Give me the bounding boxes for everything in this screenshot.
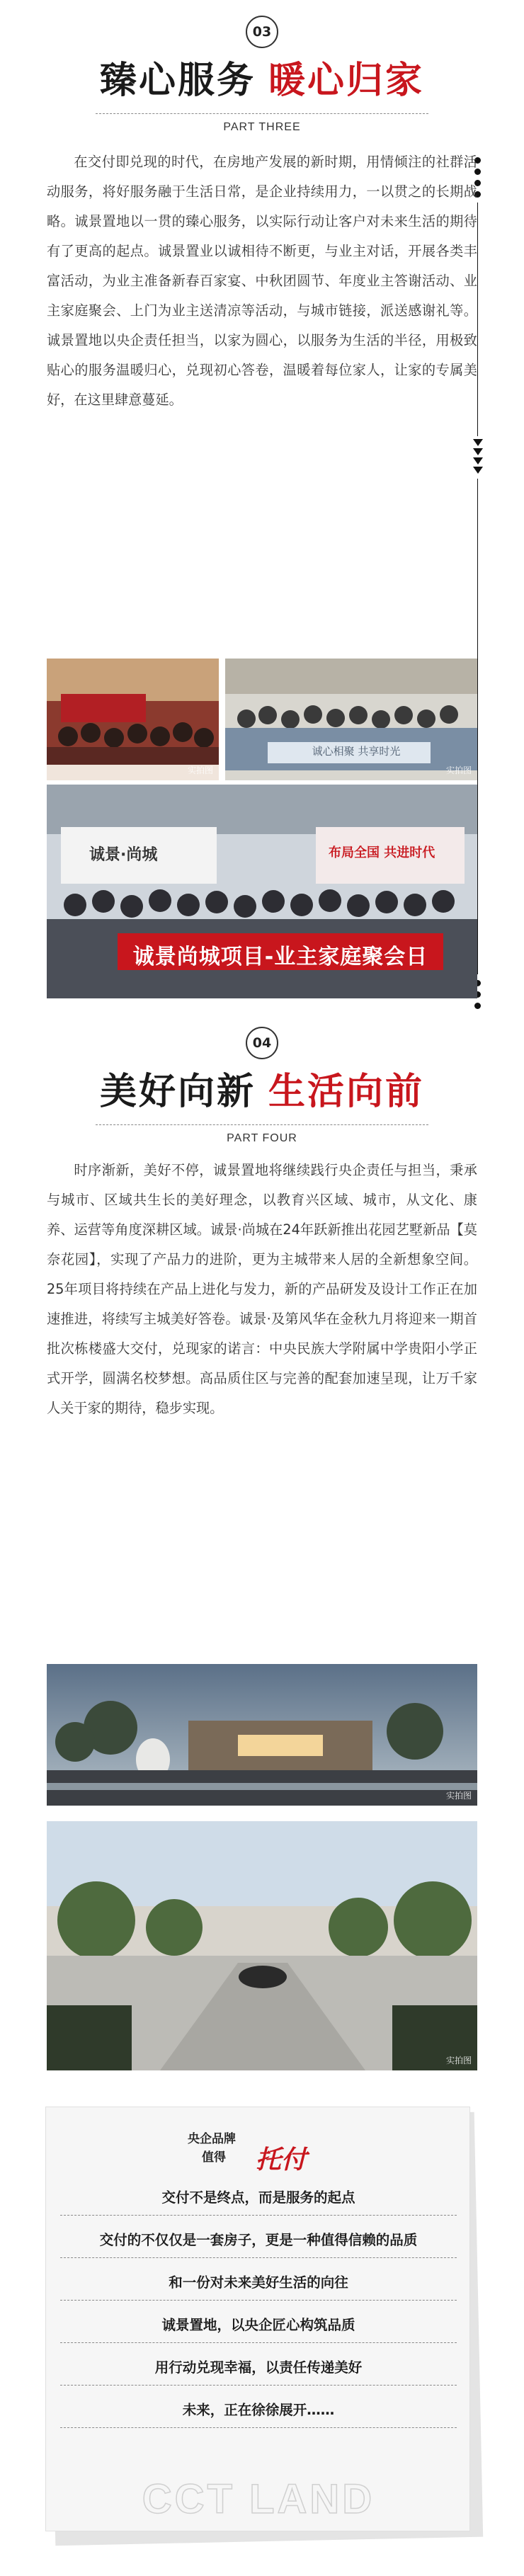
section-three-header bbox=[0, 16, 524, 134]
closing-separator bbox=[60, 2257, 457, 2258]
card-body bbox=[45, 2107, 470, 2531]
section-title-dark: 美好向新 bbox=[99, 1071, 256, 1113]
logo-line-2: 值得 bbox=[202, 2150, 226, 2165]
title-divider bbox=[96, 1124, 428, 1125]
section-number-badge: 04 bbox=[246, 1027, 278, 1059]
section-title bbox=[0, 1069, 524, 1115]
section-number-badge: 03 bbox=[246, 16, 278, 48]
photo-tag: 实拍图 bbox=[445, 1791, 472, 1801]
section-four-paragraph: 时序渐新，美好不停，诚景置地将继续践行央企责任与担当，秉承与城市、区域共生长的美好理念，以教育兴区域、城市，从文化、康养、运营等角度深耕区域。诚景·尚城在24年跃新推出花园艺墅新品【莫奈花园】，实现了产品力的进阶，更为主城带来人居的全新想象空间。25年项目将持续在产品上进化与发力，新的产品研发及设计工作正在加速推进，将续写主城美好答卷。诚景·及第风华在金秋九月将迎来一期首批次栋楼盛大交付，兑现家的诺言：中央民族大学附属中学贵阳小学正式开学，圆满名校梦想。高品质住区与完善的配套加速呈现，让万千家人关于家的期待，稳步实现。 bbox=[47, 1162, 477, 1416]
logo-line-1: 央企品牌 bbox=[188, 2132, 236, 2146]
section-title bbox=[0, 58, 524, 103]
photo-image bbox=[47, 1664, 477, 1806]
garden-photo-night bbox=[47, 1664, 477, 1806]
part-label: PART THREE bbox=[223, 121, 301, 133]
section-title-red: 暖心归家 bbox=[268, 59, 425, 102]
event-photo-library bbox=[225, 659, 477, 780]
garden-photo-day bbox=[47, 1821, 477, 2070]
brand-watermark: CCT LAND bbox=[142, 2476, 375, 2522]
section-three-paragraph: 在交付即兑现的时代，在房地产发展的新时期，用情倾注的社群活动服务，将好服务融于生活日常，是企业持续用力，一以贯之的长期战略。诚景置地以一贯的臻心服务，以实际行动让客户对未来生活的期待有了更高的起点。诚景置业以诚相待不断更，与业主对话，开展各类丰富活动，为业主准备新春百家宴、中秋团圆节、年度业主答谢活动、业主家庭聚会、上门为业主送清凉等活动，与城市链接，派送感谢礼等。诚景置地以央企责任担当，以家为圆心，以服务为生活的半径，用极致贴心的服务温暖归心，兑现初心答卷，温暖着每位家人，让家的专属美好，在这里肆意蔓延。 bbox=[47, 154, 477, 408]
photo-tag: 实拍图 bbox=[187, 765, 213, 775]
closing-line: 用行动兑现幸福，以责任传递美好 bbox=[154, 2359, 363, 2376]
section-title-red: 生活向前 bbox=[268, 1071, 425, 1113]
section-title-dark: 臻心服务 bbox=[99, 59, 256, 102]
event-photo-family-gathering bbox=[47, 785, 477, 998]
photo-sign: 诚景·尚城 bbox=[89, 846, 158, 864]
closing-separator bbox=[60, 2427, 457, 2428]
part-label: PART FOUR bbox=[227, 1132, 297, 1144]
closing-line: 和一份对未来美好生活的向往 bbox=[169, 2274, 348, 2291]
closing-line: 未来，正在徐徐展开…… bbox=[182, 2402, 335, 2418]
closing-separator bbox=[60, 2385, 457, 2386]
photo-banner: 诚景尚城项目-业主家庭聚会日 bbox=[132, 945, 428, 969]
title-divider bbox=[96, 113, 428, 114]
logo-red-text: 托付 bbox=[256, 2145, 307, 2175]
photo-tag: 实拍图 bbox=[445, 2056, 472, 2065]
photo-image bbox=[225, 659, 477, 780]
brand-logo bbox=[188, 2126, 343, 2175]
closing-line: 诚景置地，以央企匠心构筑品质 bbox=[161, 2317, 355, 2333]
photo-image bbox=[47, 659, 219, 780]
closing-separator bbox=[60, 2215, 457, 2216]
side-marker-arrows bbox=[473, 439, 482, 476]
closing-separator bbox=[60, 2342, 457, 2343]
closing-line: 交付的不仅仅是一套房子，更是一种值得信赖的品质 bbox=[99, 2232, 418, 2248]
photo-tag: 实拍图 bbox=[445, 765, 472, 775]
closing-line: 交付不是终点，而是服务的起点 bbox=[161, 2189, 355, 2206]
closing-card bbox=[45, 2107, 479, 2546]
side-line bbox=[477, 479, 478, 974]
side-line bbox=[477, 203, 478, 436]
photo-sign: 布局全国 共进时代 bbox=[329, 845, 435, 860]
photo-image bbox=[47, 1821, 477, 2070]
photo-sign: 诚心相聚 共享时光 bbox=[312, 745, 401, 758]
event-photo-dinner bbox=[47, 659, 219, 780]
closing-separator bbox=[60, 2300, 457, 2301]
section-four-header bbox=[0, 1027, 524, 1145]
